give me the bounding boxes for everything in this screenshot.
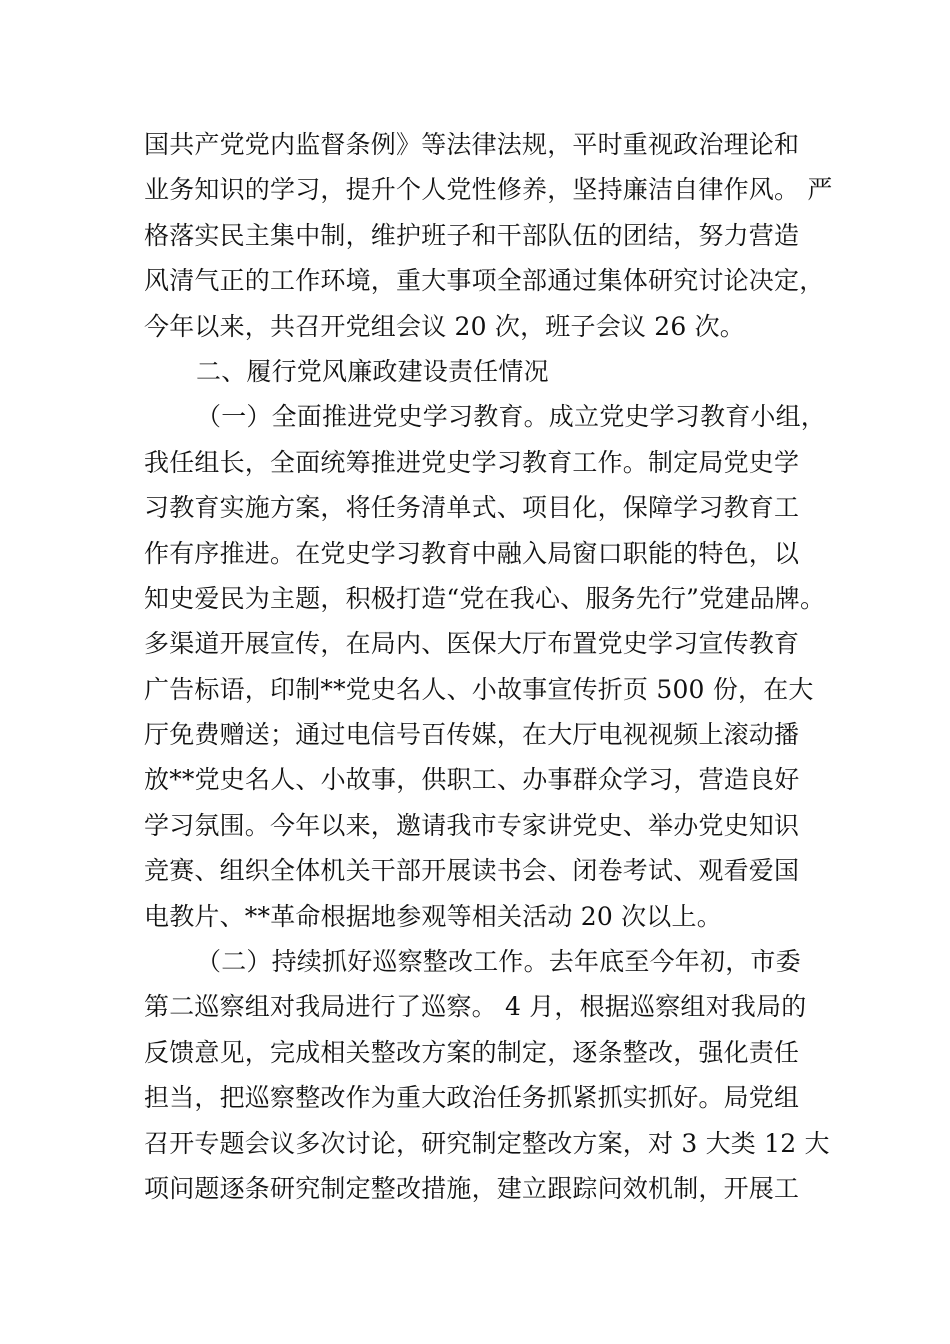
- text-line: 今年以来，共召开党组会议 20 次，班子会议 26 次。: [144, 311, 746, 341]
- section-heading: [144, 349, 844, 394]
- text-line: 广告标语，印制**党史名人、小故事宣传折页 500 份，在大: [144, 674, 814, 704]
- text-line: 厅免费赠送；通过电信号百传媒，在大厅电视视频上滚动播: [144, 720, 800, 750]
- text-line: 风清气正的工作环境，重大事项全部通过集体研究讨论决定，: [144, 266, 825, 296]
- text-line: 习教育实施方案，将任务清单式、项目化，保障学习教育工: [144, 493, 800, 523]
- text-line: 业务知识的学习，提升个人党性修养，坚持廉洁自律作风。 严: [144, 175, 833, 205]
- text-line: 学习氛围。今年以来，邀请我市专家讲党史、举办党史知识: [144, 810, 800, 840]
- text-line: 项问题逐条研究制定整改措施，建立跟踪问效机制，开展工: [144, 1173, 800, 1203]
- section-heading-text: 二、履行党风廉政建设责任情况: [196, 356, 549, 386]
- document-body: [144, 122, 844, 1211]
- text-line: 作有序推进。在党史学习教育中融入局窗口职能的特色，以: [144, 538, 800, 568]
- text-line: 多渠道开展宣传，在局内、医保大厅布置党史学习宣传教育: [144, 629, 800, 659]
- paragraph-intro-continuation: [144, 122, 844, 349]
- paragraph-section-2-1: [144, 394, 844, 939]
- text-line: 我任组长，全面统筹推进党史学习教育工作。制定局党史学: [144, 447, 800, 477]
- text-line: （一）全面推进党史学习教育。成立党史学习教育小组，: [196, 402, 827, 432]
- paragraph-section-2-2: [144, 939, 844, 1211]
- text-line: 担当，把巡察整改作为重大政治任务抓紧抓实抓好。局党组: [144, 1083, 800, 1113]
- text-line: 格落实民主集中制，维护班子和干部队伍的团结，努力营造: [144, 220, 800, 250]
- text-line: （二）持续抓好巡察整改工作。去年底至今年初，市委: [196, 947, 801, 977]
- text-line: 召开专题会议多次讨论，研究制定整改方案，对 3 大类 12 大: [144, 1128, 830, 1158]
- text-line: 国共产党党内监督条例》等法律法规，平时重视政治理论和: [144, 130, 800, 159]
- text-line: 电教片、**革命根据地参观等相关活动 20 次以上。: [144, 901, 722, 931]
- text-line: 第二巡察组对我局进行了巡察。 4 月，根据巡察组对我局的: [144, 992, 807, 1022]
- text-line: 知史爱民为主题，积极打造“党在我心、服务先行”党建品牌。: [144, 583, 826, 613]
- text-line: 反馈意见，完成相关整改方案的制定，逐条整改，强化责任: [144, 1037, 800, 1067]
- text-line: 放**党史名人、小故事，供职工、办事群众学习，营造良好: [144, 765, 800, 795]
- text-line: 竞赛、组织全体机关干部开展读书会、闭卷考试、观看爱国: [144, 856, 800, 886]
